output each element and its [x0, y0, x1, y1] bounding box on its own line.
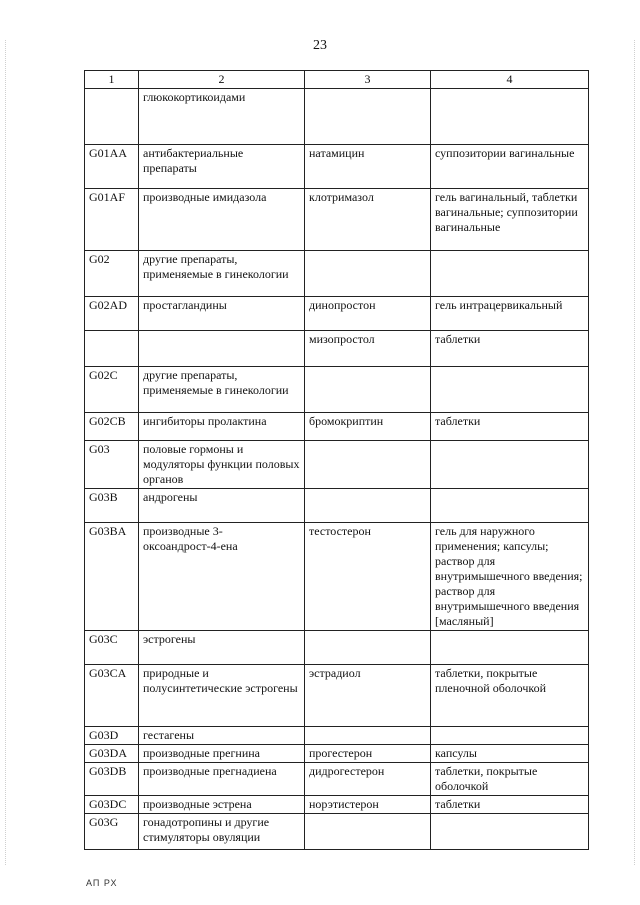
table-row — [85, 367, 589, 413]
form-cell: таблетки — [431, 331, 589, 367]
table-row — [85, 489, 589, 523]
atc-code-cell: G03B — [85, 489, 139, 523]
atc-code-cell: G03D — [85, 727, 139, 745]
atc-code-cell: G01AF — [85, 189, 139, 251]
drug-cell: норэтистерон — [305, 796, 431, 814]
drug-cell — [305, 89, 431, 145]
group-cell: производные прегнадиена — [139, 763, 305, 796]
group-cell: производные прегнина — [139, 745, 305, 763]
atc-code-cell: G03C — [85, 631, 139, 665]
table-row — [85, 297, 589, 331]
form-cell: гель для наружного применения; капсулы; раствор для внутримышечного введения; раствор для внутримышечного введения [масляный] — [431, 523, 589, 631]
atc-code-cell: G02 — [85, 251, 139, 297]
table-row — [85, 814, 589, 850]
table-row — [85, 796, 589, 814]
group-cell: производные имидазола — [139, 189, 305, 251]
atc-code-cell: G03DB — [85, 763, 139, 796]
group-cell: гонадотропины и другие стимуляторы овуляции — [139, 814, 305, 850]
table-row — [85, 441, 589, 489]
drug-cell — [305, 631, 431, 665]
group-cell — [139, 331, 305, 367]
form-cell — [431, 631, 589, 665]
drug-cell: дидрогестерон — [305, 763, 431, 796]
atc-code-cell — [85, 89, 139, 145]
drug-cell — [305, 441, 431, 489]
scan-edge-left — [5, 40, 6, 865]
atc-code-cell: G03G — [85, 814, 139, 850]
form-cell: капсулы — [431, 745, 589, 763]
table-row — [85, 523, 589, 631]
drug-cell — [305, 814, 431, 850]
table-row — [85, 145, 589, 189]
atc-code-cell: G03DA — [85, 745, 139, 763]
drug-cell: клотримазол — [305, 189, 431, 251]
form-cell: таблетки — [431, 796, 589, 814]
drug-cell: прогестерон — [305, 745, 431, 763]
group-cell: природные и полусинтетические эстрогены — [139, 665, 305, 727]
table-row — [85, 331, 589, 367]
atc-code-cell: G03DC — [85, 796, 139, 814]
table-row — [85, 631, 589, 665]
group-cell: ингибиторы пролактина — [139, 413, 305, 441]
atc-code-cell: G02C — [85, 367, 139, 413]
form-cell — [431, 814, 589, 850]
form-cell: таблетки — [431, 413, 589, 441]
form-cell: таблетки, покрытые пленочной оболочкой — [431, 665, 589, 727]
drug-cell: натамицин — [305, 145, 431, 189]
atc-code-cell: G03 — [85, 441, 139, 489]
form-cell: суппозитории вагинальные — [431, 145, 589, 189]
table-header-row — [85, 71, 589, 89]
drug-cell: тестостерон — [305, 523, 431, 631]
group-cell: андрогены — [139, 489, 305, 523]
group-cell: другие препараты, применяемые в гинекологии — [139, 251, 305, 297]
column-header-4: 4 — [431, 71, 589, 89]
group-cell: простагландины — [139, 297, 305, 331]
form-cell: гель вагинальный, таблетки вагинальные; суппозитории вагинальные — [431, 189, 589, 251]
drug-cell: динопростон — [305, 297, 431, 331]
page-number: 23 — [313, 38, 327, 53]
form-cell — [431, 489, 589, 523]
group-cell: эстрогены — [139, 631, 305, 665]
atc-code-cell: G03CA — [85, 665, 139, 727]
column-header-2: 2 — [139, 71, 305, 89]
table-row — [85, 413, 589, 441]
drug-cell: мизопростол — [305, 331, 431, 367]
column-header-3: 3 — [305, 71, 431, 89]
drug-cell: эстрадиол — [305, 665, 431, 727]
group-cell: антибактериальные препараты — [139, 145, 305, 189]
drug-cell: бромокриптин — [305, 413, 431, 441]
form-cell — [431, 251, 589, 297]
table-row — [85, 727, 589, 745]
drug-cell — [305, 251, 431, 297]
atc-code-cell: G01AA — [85, 145, 139, 189]
form-cell — [431, 89, 589, 145]
table-row — [85, 251, 589, 297]
footer-mark: АП РХ — [86, 878, 118, 888]
column-header-1: 1 — [85, 71, 139, 89]
drug-cell — [305, 489, 431, 523]
form-cell: таблетки, покрытые оболочкой — [431, 763, 589, 796]
atc-code-cell: G03BA — [85, 523, 139, 631]
group-cell: глюкокортикоидами — [139, 89, 305, 145]
drug-cell — [305, 367, 431, 413]
group-cell: другие препараты, применяемые в гинекологии — [139, 367, 305, 413]
drug-cell — [305, 727, 431, 745]
scan-edge-right — [634, 40, 635, 865]
form-cell — [431, 727, 589, 745]
atc-code-cell: G02AD — [85, 297, 139, 331]
form-cell — [431, 441, 589, 489]
atc-code-cell — [85, 331, 139, 367]
form-cell: гель интрацервикальный — [431, 297, 589, 331]
table-row — [85, 189, 589, 251]
group-cell: производные эстрена — [139, 796, 305, 814]
table-row — [85, 763, 589, 796]
group-cell: гестагены — [139, 727, 305, 745]
table-row — [85, 665, 589, 727]
table-row — [85, 745, 589, 763]
atc-code-cell: G02CB — [85, 413, 139, 441]
group-cell: производные 3-оксоандрост-4-ена — [139, 523, 305, 631]
group-cell: половые гормоны и модуляторы функции половых органов — [139, 441, 305, 489]
table-row — [85, 89, 589, 145]
form-cell — [431, 367, 589, 413]
drug-table — [84, 70, 589, 850]
